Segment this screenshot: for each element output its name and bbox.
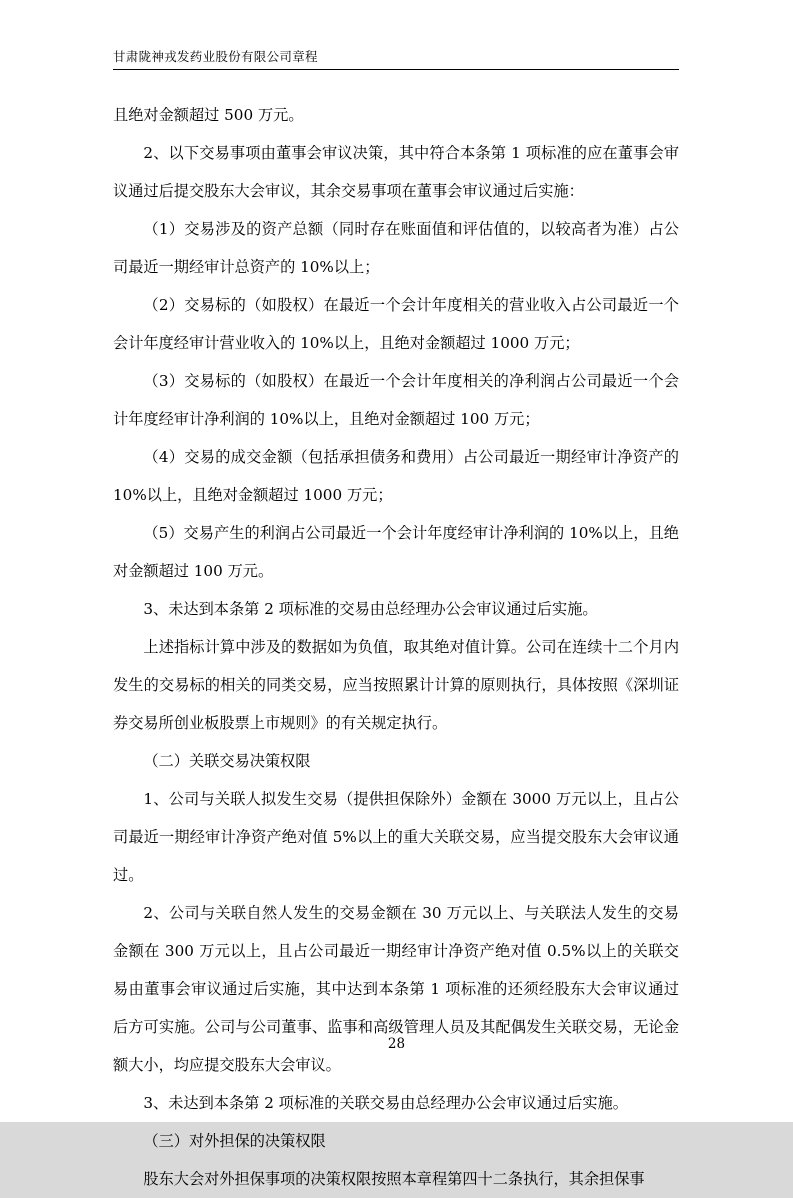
paragraph: （2）交易标的（如股权）在最近一个会计年度相关的营业收入占公司最近一个会计年度经审计营业收入的 10%以上，且绝对金额超过 1000 万元； xyxy=(113,295,679,352)
paragraph: 股东大会对外担保事项的决策权限按照本章程第四十二条执行，其余担保事 xyxy=(143,1169,645,1188)
page-header: 甘肃陇神戎发药业股份有限公司章程 xyxy=(113,49,318,64)
paragraph: 上述指标计算中涉及的数据如为负值，取其绝对值计算。公司在连续十二个月内发生的交易标的相关的同类交易，应当按照累计计算的原则执行，具体按照《深圳证券交易所创业板股票上市规则》的有关规定执行。 xyxy=(113,637,679,732)
paragraph: 2、以下交易事项由董事会审议决策，其中符合本条第 1 项标准的应在董事会审议通过后提交股东大会审议，其余交易事项在董事会审议通过后实施： xyxy=(113,143,679,200)
paragraph: 2、公司与关联自然人发生的交易金额在 30 万元以上、与关联法人发生的交易金额在 300 万元以上，且占公司最近一期经审计净资产绝对值 0.5%以上的关联交易由董事会审议通过后实施，其中达到本条第 1 项标准的还须经股东大会审议通过后方可实施。公司与公司董事、监事和高级管理人员及其配偶发生关联交易，无论金额大小，均应提交股东大会审议。 xyxy=(113,903,679,1074)
paragraph: 且绝对金额超过 500 万元。 xyxy=(113,105,304,124)
page-number: 28 xyxy=(387,1036,406,1052)
paragraph: （4）交易的成交金额（包括承担债务和费用）占公司最近一期经审计净资产的 10%以上，且绝对金额超过 1000 万元； xyxy=(113,447,679,504)
paragraph: 3、未达到本条第 2 项标准的交易由总经理办公会审议通过后实施。 xyxy=(143,599,598,618)
header-divider xyxy=(113,69,679,70)
paragraph: （1）交易涉及的资产总额（同时存在账面值和评估值的，以较高者为准）占公司最近一期经审计总资产的 10%以上； xyxy=(113,219,679,276)
paragraph: 3、未达到本条第 2 项标准的关联交易由总经理办公会审议通过后实施。 xyxy=(143,1093,628,1112)
paragraph: （3）交易标的（如股权）在最近一个会计年度相关的净利润占公司最近一个会计年度经审计净利润的 10%以上，且绝对金额超过 100 万元； xyxy=(113,371,679,428)
paragraph: （5）交易产生的利润占公司最近一个会计年度经审计净利润的 10%以上，且绝对金额超过 100 万元。 xyxy=(113,523,679,580)
paragraph: （三）对外担保的决策权限 xyxy=(143,1131,326,1150)
paragraph: （二）关联交易决策权限 xyxy=(143,751,311,770)
paragraph: 1、公司与关联人拟发生交易（提供担保除外）金额在 3000 万元以上，且占公司最近一期经审计净资产绝对值 5%以上的重大关联交易，应当提交股东大会审议通过。 xyxy=(113,789,679,884)
document-body xyxy=(113,96,679,1198)
page-content xyxy=(113,48,679,1198)
